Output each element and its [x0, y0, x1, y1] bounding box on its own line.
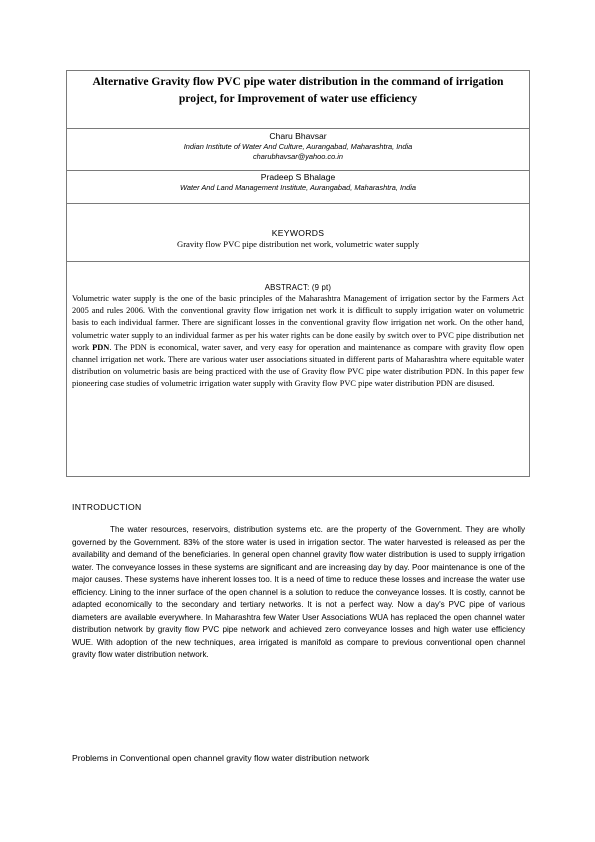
abstract-bold-term: PDN [92, 342, 110, 352]
abstract-text-part-2: . The PDN is economical, water saver, and very easy for operation and maintenance as compare with gravity flow open channel irrigation net work. There are various water user associations situated in different parts of Maharashtra where equitable water distribution on volumetric basis are being practiced with the use of Gravity flow PVC pipe water distribution PDN. In this paper few pioneering case studies of volumetric irrigation water supply with Gravity flow PVC pipe water distribution PDN are disused. [72, 342, 524, 389]
section-heading-problems: Problems in Conventional open channel gravity flow water distribution network [72, 753, 370, 763]
abstract-text-part-1: Volumetric water supply is the one of the basic principles of the Maharashtra Management of irrigation sector by the Farmers Act 2005 and rules 2006. With the conventional gravity flow irrigation net work it is difficult to supply irrigation water on volumetric basis to each individual farmer. There are significant losses in the conventional gravity flow irrigation net work. On the other hand, volumetric water supply to an individual farmer as per his water rights can be done easily by switch over to PVC pipe distribution net work [72, 294, 524, 352]
paper-title-line-2: project, for Improvement of water use efficiency [178, 92, 418, 105]
introduction-paragraph: The water resources, reservoirs, distribution systems etc. are the property of the Government. They are wholly governed by the Government. 83% of the store water is used in irrigation sector. The water harvested is released as per the availability and demand of the beneficiaries. In general open channel gravity flow water distribution is used to supply irrigation water. The conveyance losses in these systems are significant and are increasing day by day. Poor maintenance is one of the major causes. These systems have inherent losses too. It is a need of time to reduce these losses and increase the water use efficiency. Lining to the inner surface of the open channel is a solution to reduce the conveyance losses. It is costly, cannot be adapted economically to the secondary and tertiary networks. It is not a perfect way. Now a day's PVC pipe of various diameters are available everywhere. In Maharashtra few Water User Associations WUA has replaced the open channel water distribution network by gravity flow PVC pipe network and achieved zero conveyance losses and high water use efficiency WUE. With adoption of the new techniques, area irrigated is manifold as compare to previous conventional open channel gravity flow water distribution network. [72, 525, 525, 659]
keywords-heading: KEYWORDS [271, 228, 325, 238]
author-name: Pradeep S Bhalage [260, 172, 336, 182]
author-email: charubhavsar@yahoo.co.in [252, 152, 344, 161]
paper-title-line-1: Alternative Gravity flow PVC pipe water distribution in the command of irrigation [92, 75, 504, 88]
abstract-text [72, 293, 524, 391]
author-affiliation: Water And Land Management Institute, Aurangabad, Maharashtra, India [180, 183, 416, 192]
introduction-heading: INTRODUCTION [72, 502, 142, 512]
author-block-1 [67, 129, 529, 171]
keywords-section [67, 204, 529, 262]
author-block-2 [67, 171, 529, 204]
author-name: Charu Bhavsar [269, 131, 327, 141]
abstract-section [67, 262, 529, 478]
paper-header-box [66, 70, 530, 477]
author-affiliation: Indian Institute of Water And Culture, Aurangabad, Maharashtra, India [183, 142, 413, 151]
abstract-heading: ABSTRACT: (9 pt) [264, 283, 332, 292]
keywords-text: Gravity flow PVC pipe distribution net work, volumetric water supply [176, 239, 420, 249]
title-section [67, 71, 529, 129]
